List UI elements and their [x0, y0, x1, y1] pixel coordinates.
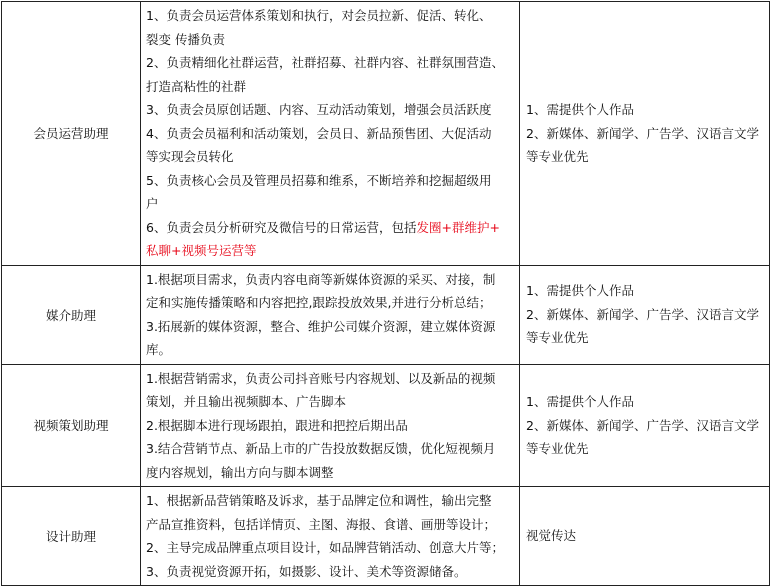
duty-line: 2、负责精细化社群运营，社群招募、社群内容、社群氛围营造、: [146, 55, 504, 70]
requirement-line: 1、需提供个人作品: [526, 394, 634, 409]
duty-line: 策划，并且输出视频脚本、广告脚本: [146, 394, 347, 409]
duty-line: 等实现会员转化: [146, 149, 234, 164]
duty-line: 1.根据营销需求，负责公司抖音账号内容规划、以及新品的视频: [146, 370, 496, 386]
requirement-line: 1、需提供个人作品: [526, 102, 634, 117]
role-cell: [2, 487, 141, 586]
highlight-line: 私聊+视频号运营等: [146, 243, 257, 258]
duty-line: 3、负责视觉资源开拓，如摄影、设计、美术等资源储备。: [146, 563, 467, 579]
duty-cell: [141, 364, 520, 487]
requirement-cell: [520, 487, 770, 586]
role-label: 媒介助理: [45, 307, 96, 323]
duty-cell: [141, 265, 520, 364]
requirement-line: 1、需提供个人作品: [526, 283, 634, 299]
table-row: [2, 2, 770, 266]
duty-text: 6、负责会员分析研究及微信号的日常运营，包括: [146, 219, 417, 235]
duty-line: 2.根据脚本进行现场跟拍，跟进和把控后期出品: [146, 417, 408, 433]
requirement-line: 等专业优先: [526, 149, 589, 164]
table-row: [2, 265, 770, 364]
duty-line: [146, 216, 515, 240]
table-row: [2, 364, 770, 487]
duty-line: 4、负责会员福利和活动策划，会员日、新品预售团、大促活动: [146, 125, 492, 141]
requirement-line: 等专业优先: [526, 441, 589, 456]
duty-cell: [141, 2, 520, 266]
requirement-cell: [520, 364, 770, 487]
role-cell: [2, 265, 141, 364]
duty-line: 产品宣推资料，包括详情页、主图、海报、食谱、画册等设计；: [146, 516, 497, 532]
role-cell: [2, 364, 141, 487]
duty-line: 1、负责会员运营体系策划和执行，对会员拉新、促活、转化、: [146, 8, 492, 23]
requirement-line: 2、新媒体、新闻学、广告学、汉语言文学: [526, 306, 759, 322]
duty-line: 3、负责会员原创话题、内容、互动活动策划，增强会员活跃度: [146, 102, 492, 117]
requirement-line: 视觉传达: [526, 528, 577, 544]
duty-cell: [141, 487, 520, 586]
job-table: [1, 1, 770, 586]
duty-line: 5、负责核心会员及管理员招募和维系，不断培养和挖掘超级用: [146, 172, 492, 188]
role-label: 设计助理: [45, 529, 96, 544]
duty-line: 度内容规划，输出方向与脚本调整: [146, 464, 334, 480]
requirement-line: 2、新媒体、新闻学、广告学、汉语言文学: [526, 125, 759, 141]
highlight-text: 发圈+群维护+: [416, 219, 500, 235]
duty-line: 定和实施传播策略和内容把控,跟踪投放效果,并进行分析总结；: [146, 295, 492, 310]
duty-line: 打造高粘性的社群: [146, 78, 247, 94]
duty-line: 3.结合营销节点、新品上市的广告投放数据反馈，优化短视频月: [146, 441, 496, 456]
duty-line: 1、根据新品营销策略及诉求，基于品牌定位和调性，输出完整: [146, 493, 492, 508]
role-label: 会员运营助理: [33, 126, 109, 142]
duty-line: 1.根据项目需求，负责内容电商等新媒体资源的采买、对接，制: [146, 271, 496, 287]
role-label: 视频策划助理: [33, 418, 109, 434]
table-row: [2, 487, 770, 586]
duty-line: 2、主导完成品牌重点项目设计，如品牌营销活动、创意大片等；: [146, 540, 504, 555]
duty-line: 3.拓展新的媒体资源，整合、维护公司媒介资源，建立媒体资源: [146, 318, 496, 334]
duty-line: 裂变 传播负责: [146, 31, 225, 47]
requirement-line: 等专业优先: [526, 330, 589, 346]
role-cell: [2, 2, 141, 266]
requirement-line: 2、新媒体、新闻学、广告学、汉语言文学: [526, 417, 759, 433]
duty-line: 户: [146, 196, 159, 211]
requirement-cell: [520, 265, 770, 364]
duty-line: 库。: [146, 342, 172, 357]
requirement-cell: [520, 2, 770, 266]
